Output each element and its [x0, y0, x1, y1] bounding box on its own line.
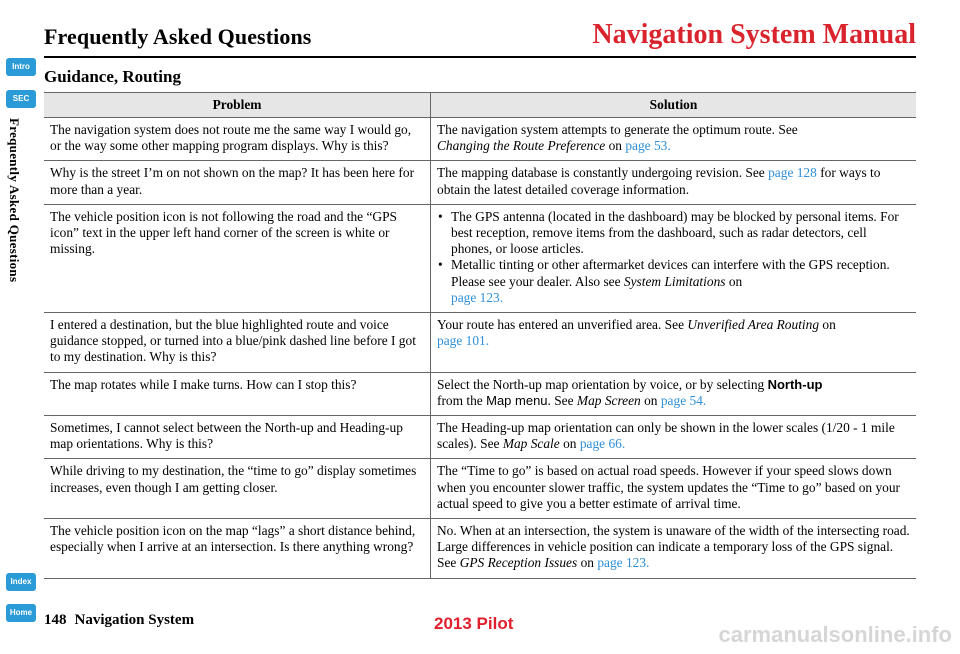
table-row — [44, 519, 916, 579]
solution-cell — [431, 161, 917, 204]
page-link[interactable]: page 123. — [451, 289, 504, 305]
solution-text: The navigation system attempts to generate the optimum route. See — [437, 122, 798, 137]
cross-reference: System Limitations — [623, 273, 726, 289]
cross-reference: Map Screen — [576, 392, 641, 408]
page-header-title: Frequently Asked Questions — [44, 24, 312, 49]
map-menu-label: Map menu — [486, 392, 548, 408]
page-footer — [44, 612, 194, 629]
solution-text: on — [563, 436, 577, 452]
solution-text: Select the North-up map orientation by voice, or by selecting — [437, 376, 765, 392]
footer-label: Navigation System — [74, 612, 195, 628]
cross-reference: Changing the Route Preference — [437, 138, 606, 154]
solution-text: on — [580, 555, 594, 571]
solution-text: No. When at an intersection, the system is unaware of the width of the intersecting road. Large differences in vehicle position can indicate a temporary loss of the GPS signal. See — [437, 523, 910, 571]
solution-text: Your route has entered an unverified area. See — [437, 317, 685, 333]
solution-text: The mapping database is constantly undergoing revision. See — [437, 165, 765, 181]
index-tab-button[interactable]: Index — [6, 573, 36, 591]
solution-column-header: Solution — [431, 93, 917, 118]
solution-text: . See — [547, 392, 574, 408]
header-divider — [44, 56, 916, 58]
cross-reference: GPS Reception Issues — [459, 555, 578, 571]
solution-bullet-list — [437, 209, 910, 306]
model-watermark: 2013 Pilot — [434, 614, 514, 633]
solution-cell — [431, 416, 917, 459]
problem-column-header: Problem — [44, 93, 431, 118]
section-heading: Guidance, Routing — [44, 67, 181, 86]
intro-tab-button[interactable]: Intro — [6, 58, 36, 76]
page-number: 148 — [44, 612, 67, 628]
solution-text: Metallic tinting or other aftermarket devices can interfere with the GPS reception. Please see your dealer. Also see — [451, 257, 890, 289]
cross-reference: Map Scale — [502, 436, 560, 452]
table-row — [44, 161, 916, 204]
faq-table — [44, 92, 916, 579]
home-tab-button[interactable]: Home — [6, 604, 36, 622]
page-link[interactable]: page 54. — [660, 392, 707, 408]
solution-cell — [431, 519, 917, 579]
site-watermark: carmanualsonline.info — [718, 622, 952, 647]
solution-text: on — [608, 138, 622, 154]
vertical-section-label: Frequently Asked Questions — [7, 118, 22, 283]
solution-cell — [431, 118, 917, 161]
problem-cell: The map rotates while I make turns. How can I stop this? — [44, 372, 431, 415]
list-item: • The GPS antenna (located in the dashboard) may be blocked by personal items. For best reception, remove items from the dashboard, such as radar detectors, cell phones, or loose articles. — [437, 209, 910, 258]
table-header-row — [44, 93, 916, 118]
manual-title: Navigation System Manual — [592, 19, 916, 50]
solution-cell — [431, 313, 917, 373]
solution-text: on — [728, 273, 743, 289]
page-link[interactable]: page 128 — [768, 165, 817, 181]
solution-cell — [431, 204, 917, 312]
page-link[interactable]: page 101. — [437, 333, 490, 349]
page-link[interactable]: page 123. — [597, 555, 650, 571]
table-row — [44, 313, 916, 373]
solution-text: from the — [437, 392, 483, 408]
problem-cell: I entered a destination, but the blue highlighted route and voice guidance stopped, or turned into a blue/pink dashed line before I got to my destination. Why is this? — [44, 313, 431, 373]
problem-cell: While driving to my destination, the “time to go” display sometimes increases, even though I am getting closer. — [44, 459, 431, 519]
table-row — [44, 459, 916, 519]
problem-cell: Why is the street I’m on not shown on the map? It has been here for more than a year. — [44, 161, 431, 204]
solution-text: on — [822, 317, 836, 333]
solution-text: on — [644, 392, 658, 408]
problem-cell: The vehicle position icon is not following the road and the “GPS icon” text in the upper left hand corner of the screen is white or missing. — [44, 204, 431, 312]
north-up-label: North-up — [767, 376, 823, 392]
sec-tab-button[interactable]: SEC — [6, 90, 36, 108]
cross-reference: Unverified Area Routing — [687, 317, 820, 333]
list-item — [437, 257, 910, 306]
solution-cell — [431, 372, 917, 415]
problem-cell: The navigation system does not route me the same way I would go, or the way some other mapping program displays. Why is this? — [44, 118, 431, 161]
table-row — [44, 118, 916, 161]
table-row — [44, 372, 916, 415]
table-row — [44, 416, 916, 459]
page-link[interactable]: page 66. — [579, 436, 626, 452]
solution-cell: The “Time to go” is based on actual road speeds. However if your speed slows down when you encounter slower traffic, the system updates the “Time to go” based on your actual speed to give you a better estimate of arrival time. — [431, 459, 917, 519]
solution-text: The Heading-up map orientation can only be shown in the lower scales (1/20 - 1 mile scales). See — [437, 420, 895, 452]
problem-cell: Sometimes, I cannot select between the North-up and Heading-up map orientations. Why is this? — [44, 416, 431, 459]
problem-cell: The vehicle position icon on the map “lags” a short distance behind, especially when I arrive at an intersection. Is there anything wrong? — [44, 519, 431, 579]
page-link[interactable]: page 53. — [625, 138, 671, 154]
table-row — [44, 204, 916, 312]
solution-text: for ways to obtain the latest detailed coverage information. — [437, 165, 881, 197]
